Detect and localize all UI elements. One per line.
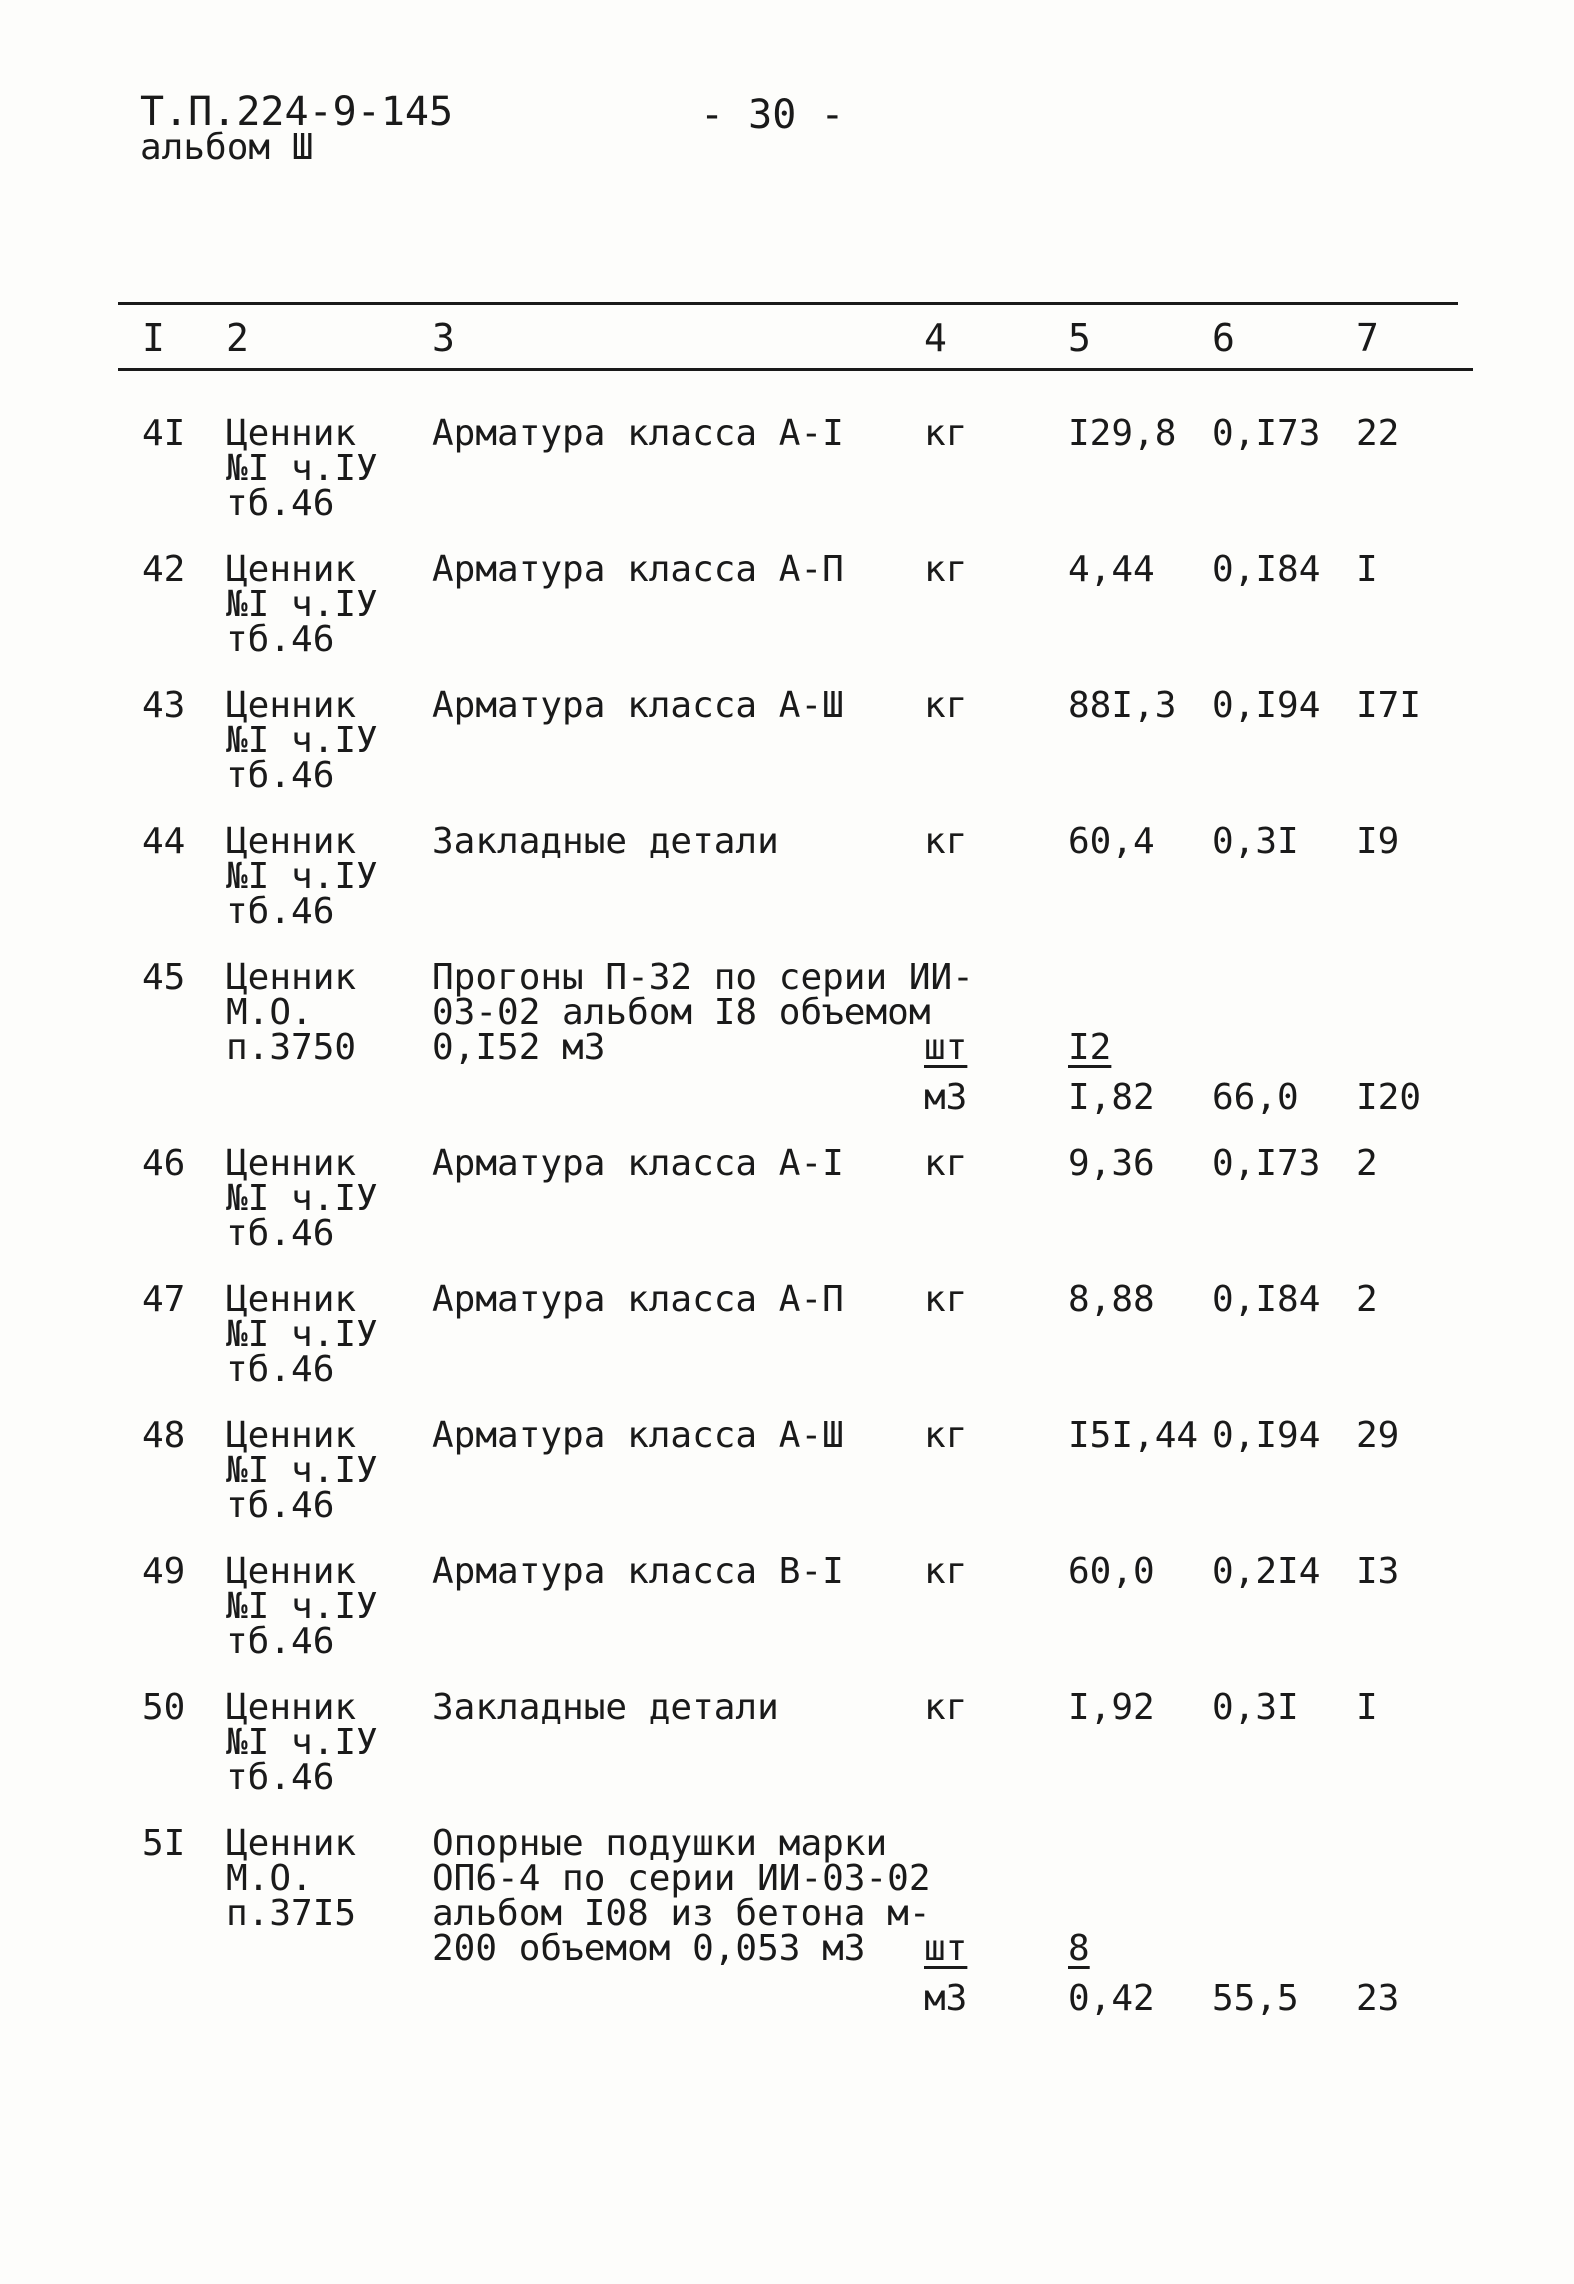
- price-source-line: №I ч.IУ: [226, 1722, 378, 1763]
- row-number: 5I: [142, 1823, 186, 1864]
- unit-price: 0,I94: [1212, 685, 1321, 726]
- column-header-1: I: [142, 316, 165, 360]
- price-source-line: п.3750: [226, 1027, 357, 1068]
- total-cost: I7I: [1356, 685, 1422, 726]
- price-source-line: тб.46: [226, 1485, 335, 1526]
- unit-price: 0,I73: [1212, 413, 1321, 454]
- price-source-line: тб.46: [226, 483, 335, 524]
- price-source-line: №I ч.IУ: [226, 584, 378, 625]
- column-header-3: 3: [432, 316, 455, 360]
- price-source-line: Ценник: [226, 1823, 357, 1864]
- description-line: Прогоны П-32 по серии ИИ-: [432, 957, 974, 998]
- price-source-line: Ценник: [226, 957, 357, 998]
- description-line: Арматура класса А-I: [432, 1143, 844, 1184]
- quantity: 8: [1068, 1928, 1090, 1969]
- album-label: альбом Ш: [140, 127, 314, 168]
- row-number: 49: [142, 1551, 186, 1592]
- description-line: Опорные подушки марки: [432, 1823, 888, 1864]
- description-line: 200 объемом 0,053 м3: [432, 1928, 866, 1969]
- price-source-line: №I ч.IУ: [226, 1178, 378, 1219]
- price-source-line: тб.46: [226, 1621, 335, 1662]
- row-number: 47: [142, 1279, 186, 1320]
- price-source-line: тб.46: [226, 619, 335, 660]
- description-line: Арматура класса А-П: [432, 549, 844, 590]
- price-source-line: №I ч.IУ: [226, 448, 378, 489]
- unit: кг: [924, 1415, 968, 1456]
- quantity-secondary: I,82: [1068, 1077, 1155, 1118]
- column-header-2: 2: [226, 316, 249, 360]
- row-number: 44: [142, 821, 186, 862]
- quantity-secondary: 0,42: [1068, 1978, 1155, 2019]
- total-cost: I9: [1356, 821, 1400, 862]
- column-header-5: 5: [1068, 316, 1091, 360]
- total-cost: I20: [1356, 1077, 1422, 1118]
- unit-price: 0,I84: [1212, 549, 1321, 590]
- total-cost: I3: [1356, 1551, 1400, 1592]
- quantity: 60,4: [1068, 821, 1155, 862]
- description-line: 03-02 альбом I8 объемом: [432, 992, 931, 1033]
- description-line: Арматура класса А-П: [432, 1279, 844, 1320]
- unit: кг: [924, 1143, 968, 1184]
- total-cost: 23: [1356, 1978, 1400, 2019]
- quantity: I5I,44: [1068, 1415, 1199, 1456]
- price-source-line: п.37I5: [226, 1893, 357, 1934]
- price-source-line: Ценник: [226, 549, 357, 590]
- price-source-line: №I ч.IУ: [226, 856, 378, 897]
- unit-price: 66,0: [1212, 1077, 1299, 1118]
- unit-secondary: м3: [924, 1077, 968, 1118]
- unit-price: 55,5: [1212, 1978, 1299, 2019]
- unit-price: 0,I94: [1212, 1415, 1321, 1456]
- description-line: Арматура класса А-Ш: [432, 685, 844, 726]
- description-line: Закладные детали: [432, 1687, 779, 1728]
- price-source-line: М.О.: [226, 992, 313, 1033]
- unit: кг: [924, 685, 968, 726]
- price-source-line: Ценник: [226, 1279, 357, 1320]
- row-number: 4I: [142, 413, 186, 454]
- unit: кг: [924, 1551, 968, 1592]
- price-source-line: М.О.: [226, 1858, 313, 1899]
- unit: кг: [924, 413, 968, 454]
- unit: кг: [924, 1687, 968, 1728]
- unit-secondary: м3: [924, 1978, 968, 2019]
- price-source-line: тб.46: [226, 1349, 335, 1390]
- total-cost: 29: [1356, 1415, 1400, 1456]
- price-source-line: тб.46: [226, 891, 335, 932]
- quantity: 88I,3: [1068, 685, 1177, 726]
- price-source-line: тб.46: [226, 1213, 335, 1254]
- quantity: I29,8: [1068, 413, 1177, 454]
- quantity: I,92: [1068, 1687, 1155, 1728]
- row-number: 45: [142, 957, 186, 998]
- column-header-4: 4: [924, 316, 947, 360]
- description-line: 0,I52 м3: [432, 1027, 606, 1068]
- quantity: 9,36: [1068, 1143, 1155, 1184]
- description-line: ОП6-4 по серии ИИ-03-02: [432, 1858, 931, 1899]
- price-source-line: Ценник: [226, 821, 357, 862]
- quantity: 8,88: [1068, 1279, 1155, 1320]
- price-source-line: Ценник: [226, 1415, 357, 1456]
- unit-price: 0,3I: [1212, 821, 1299, 862]
- price-source-line: №I ч.IУ: [226, 720, 378, 761]
- price-source-line: тб.46: [226, 1757, 335, 1798]
- row-number: 43: [142, 685, 186, 726]
- table-top-rule: [118, 302, 1458, 305]
- price-source-line: тб.46: [226, 755, 335, 796]
- unit: кг: [924, 1279, 968, 1320]
- table-header-rule: [118, 368, 1473, 371]
- document-code: Т.П.224-9-145: [140, 89, 454, 135]
- quantity: I2: [1068, 1027, 1112, 1068]
- description-line: Арматура класса А-Ш: [432, 1415, 844, 1456]
- description-line: Арматура класса А-I: [432, 413, 844, 454]
- unit: кг: [924, 821, 968, 862]
- price-source-line: №I ч.IУ: [226, 1450, 378, 1491]
- unit: шт: [924, 1027, 968, 1068]
- price-source-line: Ценник: [226, 413, 357, 454]
- quantity: 60,0: [1068, 1551, 1155, 1592]
- total-cost: 22: [1356, 413, 1400, 454]
- unit-price: 0,2I4: [1212, 1551, 1321, 1592]
- description-line: Арматура класса В-I: [432, 1551, 844, 1592]
- unit-price: 0,3I: [1212, 1687, 1299, 1728]
- unit-price: 0,I73: [1212, 1143, 1321, 1184]
- unit-price: 0,I84: [1212, 1279, 1321, 1320]
- price-source-line: Ценник: [226, 1551, 357, 1592]
- total-cost: 2: [1356, 1143, 1378, 1184]
- total-cost: I: [1356, 549, 1378, 590]
- column-header-6: 6: [1212, 316, 1235, 360]
- row-number: 48: [142, 1415, 186, 1456]
- unit: кг: [924, 549, 968, 590]
- page-number: - 30 -: [700, 92, 845, 138]
- price-source-line: Ценник: [226, 685, 357, 726]
- total-cost: I: [1356, 1687, 1378, 1728]
- column-header-7: 7: [1356, 316, 1379, 360]
- row-number: 50: [142, 1687, 186, 1728]
- description-line: альбом I08 из бетона м-: [432, 1893, 931, 1934]
- price-source-line: №I ч.IУ: [226, 1314, 378, 1355]
- price-source-line: Ценник: [226, 1143, 357, 1184]
- row-number: 46: [142, 1143, 186, 1184]
- quantity: 4,44: [1068, 549, 1155, 590]
- price-source-line: Ценник: [226, 1687, 357, 1728]
- description-line: Закладные детали: [432, 821, 779, 862]
- row-number: 42: [142, 549, 186, 590]
- unit: шт: [924, 1928, 968, 1969]
- total-cost: 2: [1356, 1279, 1378, 1320]
- price-source-line: №I ч.IУ: [226, 1586, 378, 1627]
